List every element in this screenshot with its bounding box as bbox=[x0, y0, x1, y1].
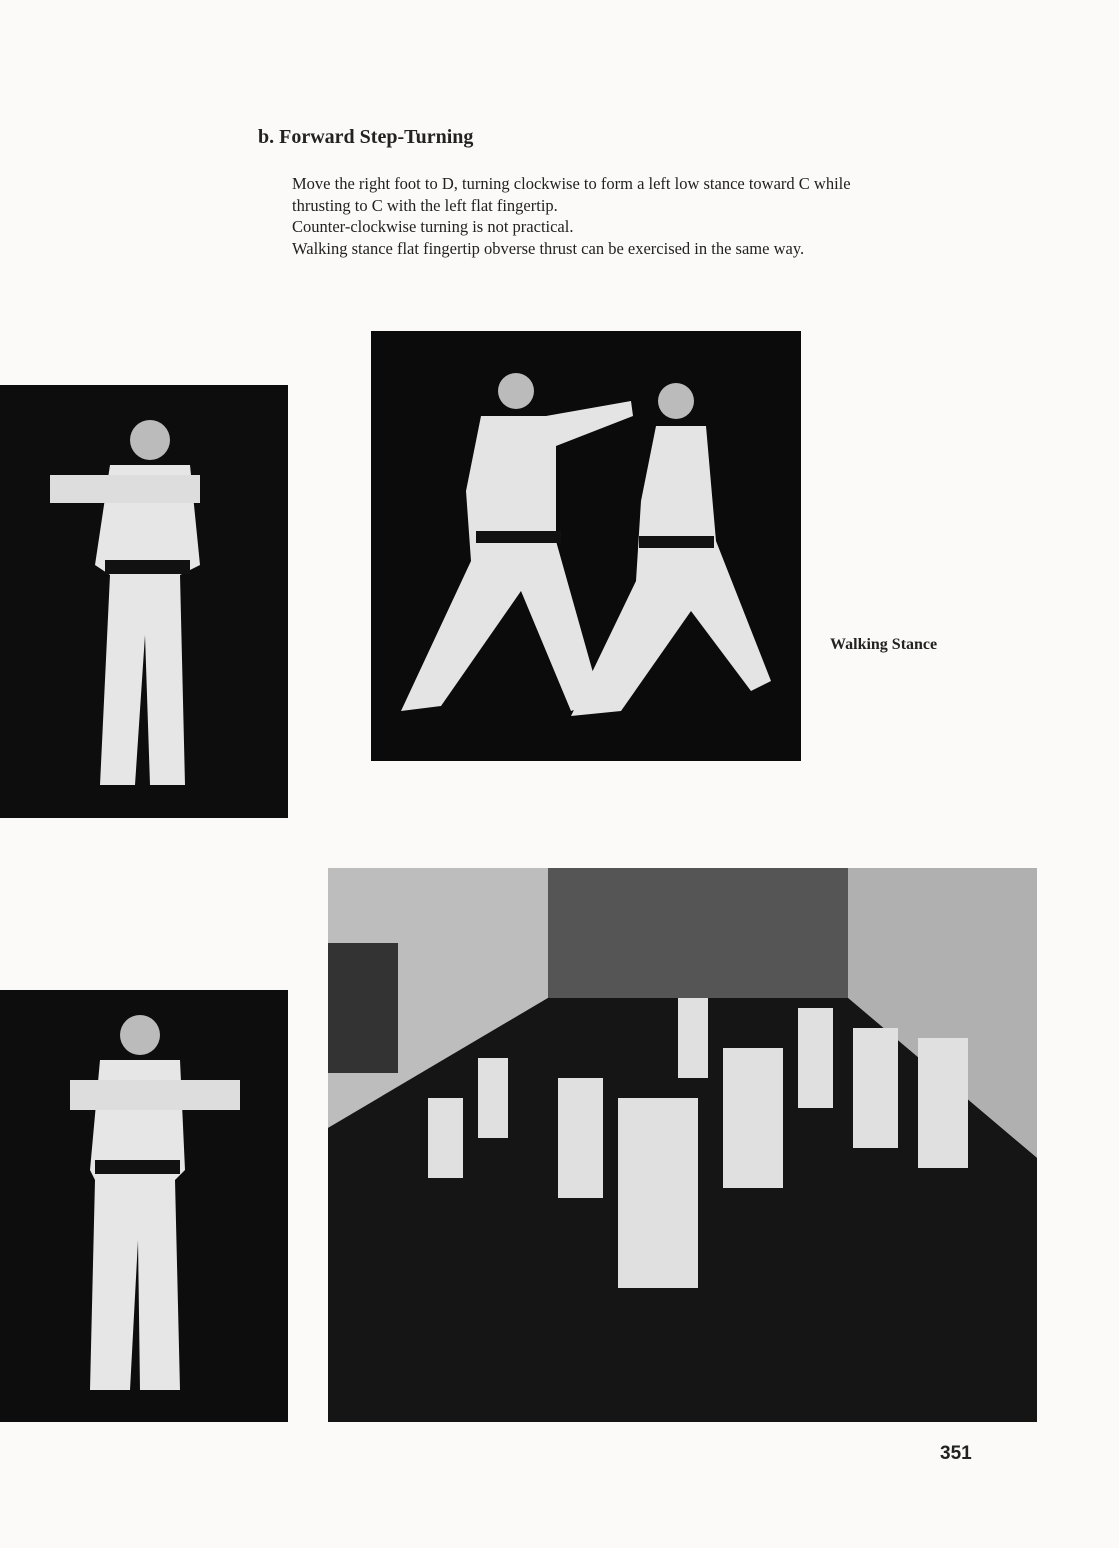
paragraph: Move the right foot to D, turning clockwise to form a left low stance toward C while thrusting to C with the left flat fingertip. bbox=[292, 174, 851, 215]
photo-class-practice bbox=[328, 868, 1037, 1422]
figure-caption: Walking Stance bbox=[830, 636, 938, 653]
photo-walking-stance-pair bbox=[371, 331, 801, 761]
section-heading: b. Forward Step-Turning bbox=[258, 126, 474, 148]
paragraph: Walking stance flat fingertip obverse thrust can be exercised in the same way. bbox=[292, 238, 805, 258]
page-number: 351 bbox=[940, 1443, 972, 1464]
paragraph: Counter-clockwise turning is not practical. bbox=[292, 217, 574, 236]
photo-ready-stance-top bbox=[0, 385, 288, 818]
photo-ready-stance-bottom bbox=[0, 990, 288, 1422]
section-body bbox=[292, 173, 862, 259]
